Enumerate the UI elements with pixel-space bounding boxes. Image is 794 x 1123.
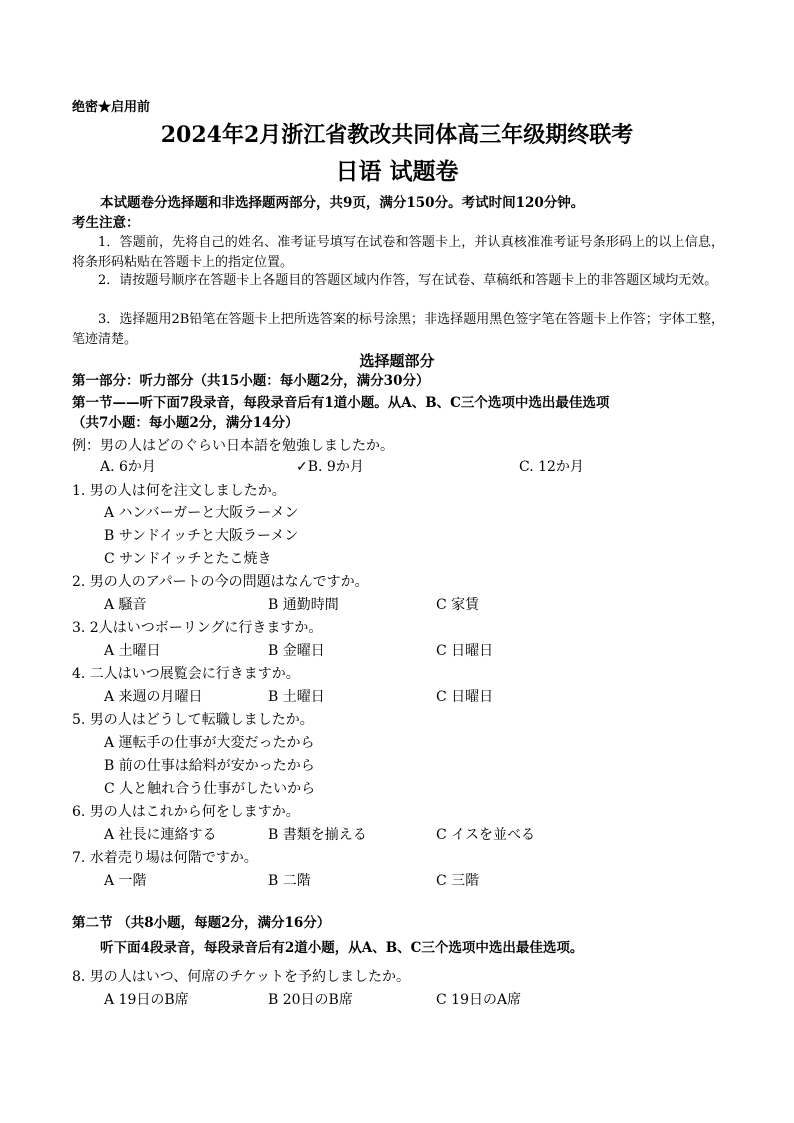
question-7: 7. 水着売り場は何階ですか。 <box>72 850 258 866</box>
q2-option-a: A 騒音 <box>104 597 147 613</box>
notice-heading: 考生注意： <box>72 215 140 231</box>
question-2: 2. 男の人のアパートの今の問題はなんですか。 <box>72 574 369 590</box>
section1-subheading: （共7小题：每小题2分，满分14分） <box>72 415 299 431</box>
q7-option-a: A 一階 <box>104 873 147 889</box>
q4-option-c: C 日曜日 <box>436 689 494 705</box>
q6-option-b: B 書類を揃える <box>268 827 367 843</box>
q8-option-c: C 19日のA席 <box>436 992 522 1008</box>
classified-label: 绝密★启用前 <box>72 100 151 115</box>
q6-option-c: C イスを並べる <box>436 827 536 843</box>
exam-subject: 日语 试题卷 <box>335 158 459 185</box>
question-4: 4. 二人はいつ展覧会に行きますか。 <box>72 666 300 682</box>
notice-2: 2．请按题号顺序在答题卡上各题目的答题区域内作答，写在试卷、草稿纸和答题卡上的非答题区域均无效。 <box>98 273 718 288</box>
q5-option-c: C 人と触れ合う仕事がしたいから <box>104 781 316 797</box>
example-option-c: C. 12か月 <box>519 459 584 475</box>
q5-option-b: B 前の仕事は給料が安かったから <box>104 758 315 774</box>
question-6: 6. 男の人はこれから何をしますか。 <box>72 804 300 820</box>
q4-option-b: B 土曜日 <box>268 689 325 705</box>
section1-heading: 第一节——听下面7段录音，每段录音后有1道小题。从A、B、C三个选项中选出最佳选项 <box>72 395 610 411</box>
section2-instruction: 听下面4段录音，每段录音后有2道小题，从A、B、C三个选项中选出最佳选项。 <box>100 940 584 956</box>
example-question: 例：男の人はどのぐらい日本語を勉強しましたか。 <box>72 438 394 454</box>
q2-option-c: C 家賃 <box>436 597 480 613</box>
question-5: 5. 男の人はどうして転職しましたか。 <box>72 712 314 728</box>
q8-option-b: B 20日のB席 <box>268 992 353 1008</box>
question-3: 3. 2人はいつボーリングに行きますか。 <box>72 620 323 636</box>
q8-option-a: A 19日のB席 <box>104 992 189 1008</box>
notice-3: 3．选择题用2B铅笔在答题卡上把所选答案的标号涂黑；非选择题用黑色签字笔在答题卡上作答；字体工整，笔迹清楚。 <box>72 312 724 347</box>
q1-option-a: A ハンバーガーと大阪ラーメン <box>104 505 299 521</box>
q2-option-b: B 通勤時間 <box>268 597 339 613</box>
q3-option-a: A 土曜日 <box>104 643 161 659</box>
q3-option-b: B 金曜日 <box>268 643 325 659</box>
example-option-b: ✓B. 9か月 <box>296 459 364 475</box>
part1-heading: 第一部分：听力部分（共15小题：每小题2分，满分30分） <box>72 373 430 389</box>
section-title: 选择题部分 <box>359 352 435 370</box>
q1-option-b: B サンドイッチと大阪ラーメン <box>104 528 299 544</box>
section2-heading: 第二节 （共8小题，每题2分，满分16分） <box>72 915 331 931</box>
q3-option-c: C 日曜日 <box>436 643 494 659</box>
q7-option-b: B 二階 <box>268 873 311 889</box>
q5-option-a: A 運転手の仕事が大変だったから <box>104 735 315 751</box>
q7-option-c: C 三階 <box>436 873 480 889</box>
example-option-a: A. 6か月 <box>100 459 156 475</box>
question-1: 1. 男の人は何を注文しましたか。 <box>72 483 286 499</box>
notice-1: 1．答题前，先将自己的姓名、准考证号填写在试卷和答题卡上，并认真核准准考证号条形码上的以上信息，将条形码粘贴在答题卡上的指定位置。 <box>72 235 724 270</box>
exam-title: 2024年2月浙江省教改共同体高三年级期终联考 <box>160 122 634 148</box>
q6-option-a: A 社長に連絡する <box>104 827 217 843</box>
exam-intro: 本试题卷分选择题和非选择题两部分，共9页，满分150分。考试时间120分钟。 <box>100 195 585 211</box>
q4-option-a: A 来週の月曜日 <box>104 689 203 705</box>
q1-option-c: C サンドイッチとたこ焼き <box>104 551 272 567</box>
question-8: 8. 男の人はいつ、何席のチケットを予約しましたか。 <box>72 969 410 985</box>
